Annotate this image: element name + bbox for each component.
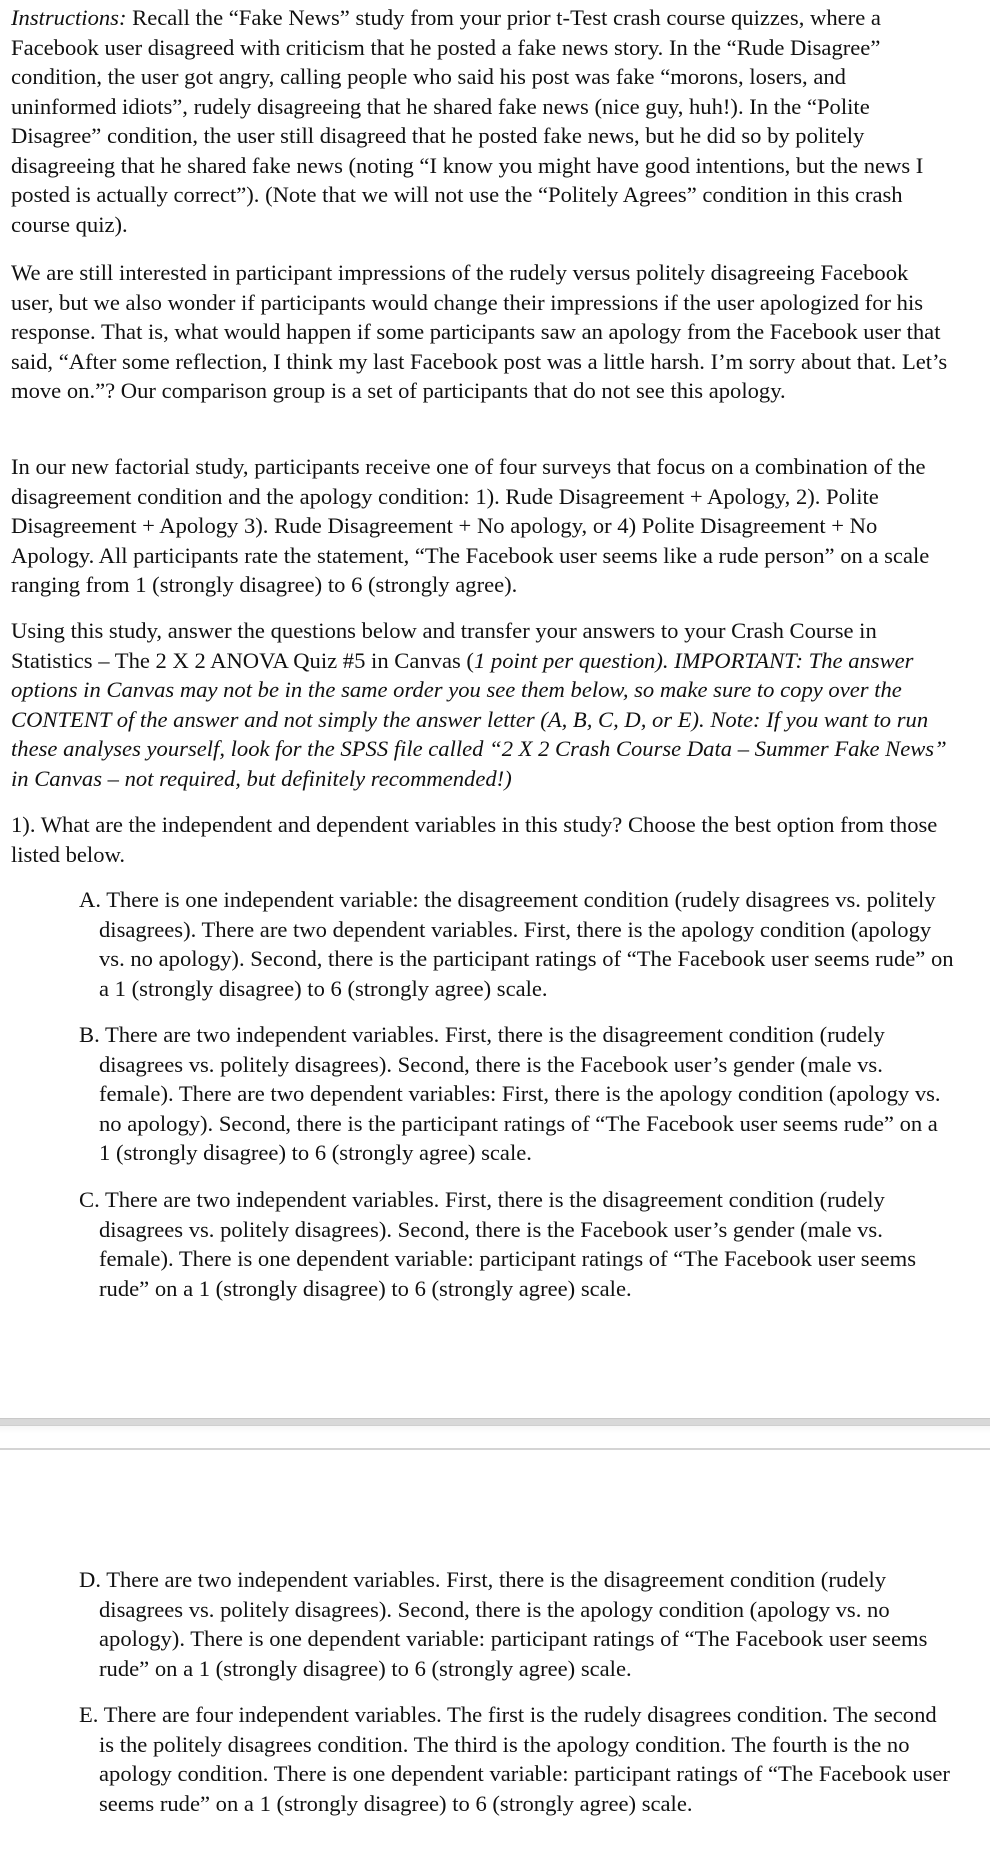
page-break-top-edge [0,1418,990,1426]
quiz-directions-text: Using this study, answer the questions below and transfer your answers to your Crash Course in Statistics – The 2 X 2 ANOVA Quiz #5 in Canvas ( [11,618,877,673]
instructions-label: Instructions: [11,5,127,30]
option-c: C. There are two independent variables. First, there is the disagreement condition (rudely disagrees vs. politely disagrees). Second, there is the Facebook user’s gender (male vs. female). There is one dependent variable: participant ratings of “The Facebook user seems rude” on a 1 (strongly disagree) to 6 (strongly agree) scale. [79,1187,917,1301]
instructions-text: Recall the “Fake News” study from your prior t-Test crash course quizzes, where a Facebook user disagreed with criticism that he posted a fake news story. In the “Rude Disagree” condition, the user got angry, calling people who said his post was fake “morons, losers, and uninformed idiots”, rudely disagreeing that he shared fake news (nice guy, huh!). In the “Polite Disagree” condition, the user still disagreed that he posted fake news, but he did so by politely disagreeing that he shared fake news (noting “I know you might have good intentions, but the news I posted is actually correct”). (Note that we will not use the “Politely Agrees” condition in this crash course quiz). [11,5,924,237]
factorial-design-paragraph: In our new factorial study, participants receive one of four surveys that focus on a combination of the disagreement condition and the apology condition: 1). Rude Disagreement + Apology, 2). Polite Disagreement + Apology 3). Rude Disagreement + No apology, or 4) Polite Disagreement + No Apology. All participants rate the statement, “The Facebook user seems like a rude person” on a scale ranging from 1 (strongly disagree) to 6 (strongly agree). [11,454,930,597]
apology-paragraph: We are still interested in participant impressions of the rudely versus politely disagreeing Facebook user, but we also wonder if participants would change their impressions if the user apologized for his response. That is, what would happen if some participants saw an apology from the Facebook user that said, “After some reflection, I think my last Facebook post was a little harsh. I’m sorry about that. Let’s move on.”? Our comparison group is a set of participants that do not see this apology. [11,260,948,403]
quiz-directions-paragraph [0,616,990,793]
option-e: E. There are four independent variables. The first is the rudely disagrees condition. The second is the politely disagrees condition. The third is the apology condition. The fourth is the no apology condition. There is one dependent variable: participant ratings of “The Facebook user seems rude” on a 1 (strongly disagree) to 6 (strongly agree) scale. [79,1702,950,1816]
instructions-paragraph [0,3,990,239]
option-a: A. There is one independent variable: the disagreement condition (rudely disagrees vs. politely disagrees). There are two dependent variables. First, there is the apology condition (apology vs. no apology). Second, there is the participant ratings of “The Facebook user seems rude” on a 1 (strongly disagree) to 6 (strongly agree) scale. [79,887,954,1001]
question-1: 1). What are the independent and dependent variables in this study? Choose the best option from those listed below. [11,812,938,867]
option-d: D. There are two independent variables. First, there is the disagreement condition (rudely disagrees vs. politely disagrees). Second, there is the apology condition (apology vs. no apology). There is one dependent variable: participant ratings of “The Facebook user seems rude” on a 1 (strongly disagree) to 6 (strongly agree) scale. [79,1567,928,1681]
document-page-2 [0,1470,990,1862]
option-b: B. There are two independent variables. First, there is the disagreement condition (rudely disagrees vs. politely disagrees). Second, there is the Facebook user’s gender (male vs. female). There are two dependent variables: First, there is the apology condition (apology vs. no apology). Second, there is the participant ratings of “The Facebook user seems rude” on a 1 (strongly disagree) to 6 (strongly agree) scale. [79,1022,941,1165]
quiz-directions-italic: 1 point per question). IMPORTANT: The answer options in Canvas may not be in the same order you see them below, so make sure to copy over the CONTENT of the answer and not simply the answer letter (A, B, C, D, or E). Note: If you want to run these analyses yourself, look for the SPSS file called “2 X 2 Crash Course Data – Summer Fake News” in Canvas – not required, but definitely recommended!) [11,647,947,791]
page-break-bottom-edge [0,1448,990,1450]
